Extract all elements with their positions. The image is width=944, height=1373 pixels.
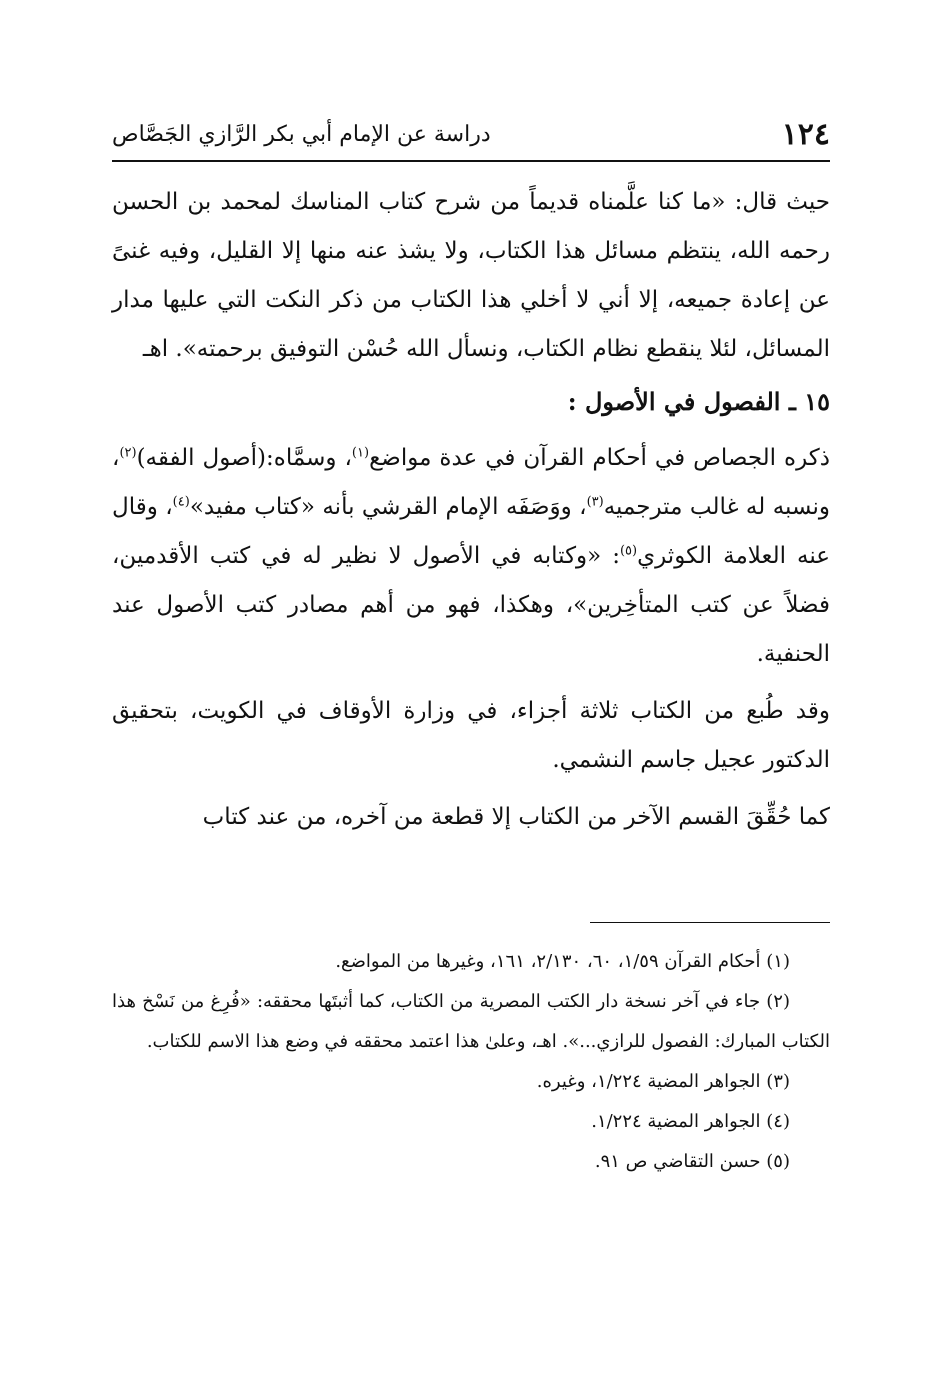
paragraph-continuation: كما حُقِّقَ القسم الآخر من الكتاب إلا قطعة من آخره، من عند كتاب [202,804,830,830]
page-header [112,112,830,156]
paragraph-fusul [112,434,830,679]
page-number: ١٢٤ [781,116,830,152]
main-text [112,178,830,842]
footnotes [112,942,830,1182]
footnote-1: (١) أحكام القرآن ١/٥٩، ٦٠، ٢/١٣٠، ١٦١، وغيرها من المواضع. [335,951,790,972]
text-run: ، وسمَّاه:(أصول الفقه) [136,445,352,471]
footnote-5: (٥) حسن التقاضي ص ٩١. [594,1151,790,1172]
header-divider [112,160,830,162]
text-run: ، ونسبه له غالب مترجميه [112,445,830,520]
section-heading: ١٥ ـ الفصول في الأصول : [567,387,830,416]
footnote-ref-5[interactable]: (٥) [619,543,638,559]
footnote-2: (٢) جاء في آخر نسخة دار الكتب المصرية من الكتاب، كما أثبتَها محققه: «فُرِغ من نَسْخ هذا الكتاب المبارك: الفصول للرازي...». اهـ، وعلىٰ هذا اعتمد محققه في وضع هذا الاسم للكتاب. [112,991,830,1052]
footnote-ref-1[interactable]: (١) [351,445,370,461]
paragraph-quote: حيث قال: «ما كنا علَّمناه قديماً من شرح كتاب المناسك لمحمد بن الحسن رحمه الله، ينتظم مسائل هذا الكتاب، ولا يشذ عنه منها إلا القليل، وفيه غنىً عن إعادة جميعه، إلا أني لا أخلي هذا الكتاب من ذكر النكت التي عليها مدار المسائل، لئلا ينقطع نظام الكتاب، ونسأل الله حُسْن التوفيق برحمته». اهـ [112,189,830,362]
footnote-ref-3[interactable]: (٣) [586,494,604,510]
text-run: ، وقال عنه العلامة الكوثري [112,494,830,569]
footnote-ref-4[interactable]: (٤) [172,494,190,510]
text-run: : «وكتابه في الأصول لا نظير له في كتب الأقدمين، فضلاً عن كتب المتأخِرين»، وهكذا، فهو من أهم مصادر كتب الأصول عند الحنفية. [112,543,830,667]
footnote-4: (٤) الجواهر المضية ١/٢٢٤. [591,1111,790,1132]
footnote-divider [590,922,830,923]
running-title: دراسة عن الإمام أبي بكر الرَّازي الجَصَّاص [112,121,491,147]
text-run: ذكره الجصاص في أحكام القرآن في عدة مواضع [369,445,830,471]
paragraph-printing: وقد طُبع من الكتاب ثلاثة أجزاء، في وزارة الأوقاف في الكويت، بتحقيق الدكتور عجيل جاسم النشمي. [112,698,830,773]
text-run: ، ووَصَفَه الإمام القرشي بأنه «كتاب مفيد» [189,494,587,520]
footnote-3: (٣) الجواهر المضية ١/٢٢٤، وغيره. [536,1071,790,1092]
footnote-ref-2[interactable]: (٢) [119,445,137,461]
